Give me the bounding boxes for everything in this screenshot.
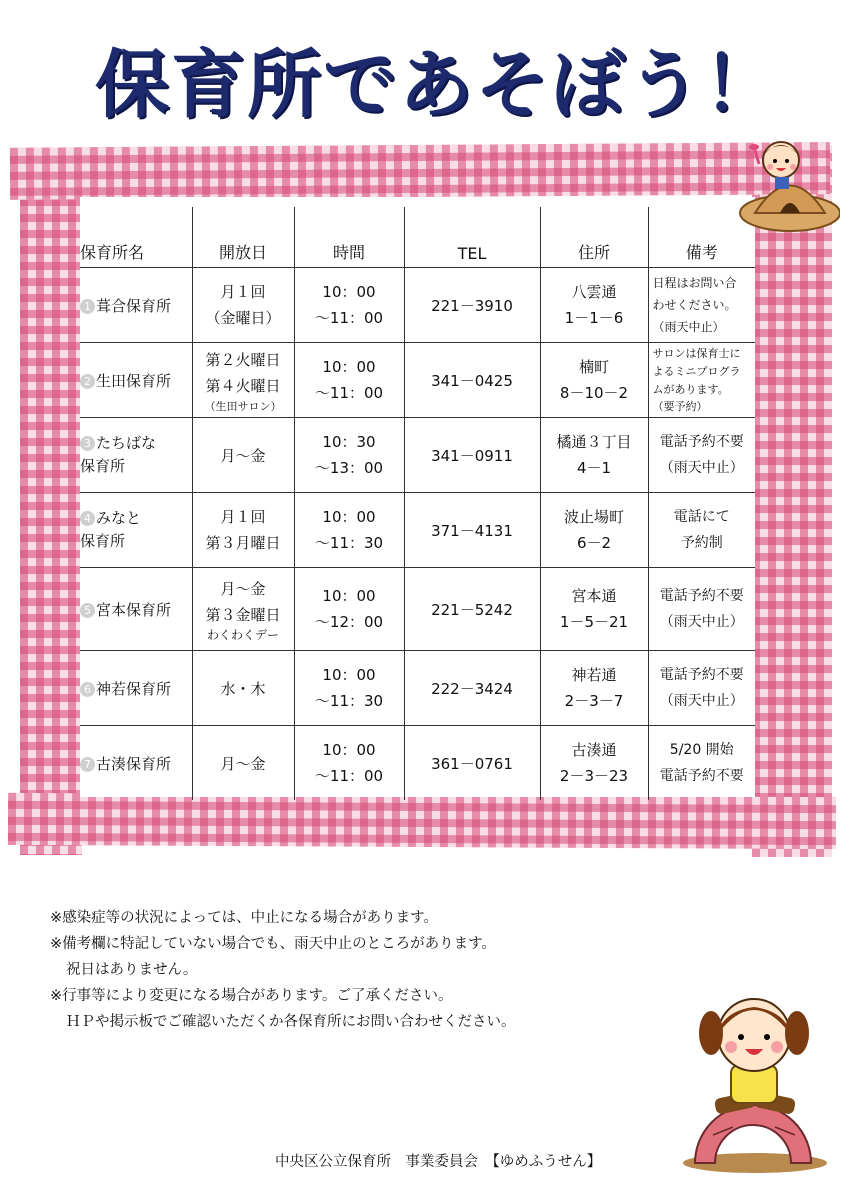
number-badge: 5	[80, 603, 95, 618]
time-cell: 10：30 ～13：00	[294, 418, 404, 493]
time-cell: 10：00 ～12：00	[294, 568, 404, 651]
tel-cell: 371－4131	[404, 493, 540, 568]
gingham-frame-bottom	[8, 793, 836, 849]
header-tel: TEL	[404, 207, 540, 268]
schedule-table	[80, 207, 755, 800]
footer-credit: 中央区公立保育所 事業委員会 【ゆめふうせん】	[275, 1154, 602, 1170]
address-cell: 楠町 8－10－2	[540, 343, 648, 418]
address-cell: 八雲通 1－1－6	[540, 268, 648, 343]
open-days-cell: 水・木	[192, 651, 294, 726]
number-badge: 3	[80, 436, 95, 451]
number-badge: 7	[80, 757, 95, 772]
nursery-name-cell: 4 みなと 保育所	[80, 493, 192, 568]
note-line: ※備考欄に特記していない場合でも、雨天中止のところがあります。	[50, 936, 496, 952]
table-row	[80, 493, 755, 568]
tel-cell: 221－5242	[404, 568, 540, 651]
open-days-cell: 月～金 第３金曜日 わくわくデー	[192, 568, 294, 651]
number-badge: 4	[80, 511, 95, 526]
remarks-cell: 電話予約不要 （雨天中止）	[648, 418, 755, 493]
tel-cell: 341－0425	[404, 343, 540, 418]
gingham-frame-right	[752, 145, 832, 857]
table-row	[80, 418, 755, 493]
number-badge: 1	[80, 299, 95, 314]
tel-cell: 341－0911	[404, 418, 540, 493]
address-cell: 古湊通 2－3－23	[540, 726, 648, 801]
header-open-days: 開放日	[192, 207, 294, 268]
header-remarks: 備考	[648, 207, 755, 268]
number-badge: 2	[80, 374, 95, 389]
table-row	[80, 651, 755, 726]
open-days-cell: 月～金	[192, 726, 294, 801]
girl-jumping-illustration	[655, 985, 835, 1175]
header-time: 時間	[294, 207, 404, 268]
nursery-name-cell: 5 宮本保育所	[80, 568, 192, 651]
gingham-frame-top	[10, 142, 830, 200]
time-cell: 10：00 ～11：00	[294, 726, 404, 801]
remarks-cell: 電話予約不要 （雨天中止）	[648, 568, 755, 651]
table-row	[80, 726, 755, 801]
open-days-cell: 第２火曜日 第４火曜日 （生田サロン）	[192, 343, 294, 418]
address-cell: 神若通 2－3－7	[540, 651, 648, 726]
time-cell: 10：00 ～11：30	[294, 651, 404, 726]
note-line: ※行事等により変更になる場合があります。ご了承ください。	[50, 988, 453, 1004]
time-cell: 10：00 ～11：00	[294, 343, 404, 418]
open-days-cell: 月１回 （金曜日）	[192, 268, 294, 343]
header-nursery-name: 保育所名	[80, 243, 145, 262]
nursery-name-cell: 2 生田保育所	[80, 343, 192, 418]
nursery-name-cell: 3 たちばな 保育所	[80, 418, 192, 493]
address-cell: 橘通３丁目 4－1	[540, 418, 648, 493]
remarks-cell: サロンは保育士に よるミニプログラ ムがあります。 （要予約）	[648, 343, 755, 418]
open-days-cell: 月１回 第３月曜日	[192, 493, 294, 568]
time-cell: 10：00 ～11：00	[294, 268, 404, 343]
note-line: ※感染症等の状況によっては、中止になる場合があります。	[50, 910, 438, 926]
remarks-cell: 5/20 開始 電話予約不要	[648, 726, 755, 801]
table-row	[80, 343, 755, 418]
address-cell: 宮本通 1－5－21	[540, 568, 648, 651]
time-cell: 10：00 ～11：30	[294, 493, 404, 568]
table-header-row	[80, 207, 755, 268]
page-title: 保育所であそぼう！	[95, 42, 779, 128]
table-row	[80, 268, 755, 343]
note-line: ＨＰや掲示板でご確認いただくか各保育所にお問い合わせください。	[66, 1014, 516, 1030]
open-days-cell: 月～金	[192, 418, 294, 493]
nursery-name-cell: 7 古湊保育所	[80, 726, 192, 801]
tel-cell: 222－3424	[404, 651, 540, 726]
address-cell: 波止場町 6－2	[540, 493, 648, 568]
gingham-frame-left	[20, 190, 82, 855]
tel-cell: 221－3910	[404, 268, 540, 343]
remarks-cell: 日程はお問い合 わせください。 （雨天中止）	[648, 268, 755, 343]
number-badge: 6	[80, 682, 95, 697]
remarks-cell: 電話予約不要 （雨天中止）	[648, 651, 755, 726]
tel-cell: 361－0761	[404, 726, 540, 801]
note-line: 祝日はありません。	[66, 962, 198, 978]
header-address: 住所	[540, 207, 648, 268]
nursery-name-cell: 6 神若保育所	[80, 651, 192, 726]
notes-section	[50, 905, 650, 1035]
nursery-name-cell: 1 葺合保育所	[80, 268, 192, 343]
table-row	[80, 568, 755, 651]
remarks-cell: 電話にて 予約制	[648, 493, 755, 568]
